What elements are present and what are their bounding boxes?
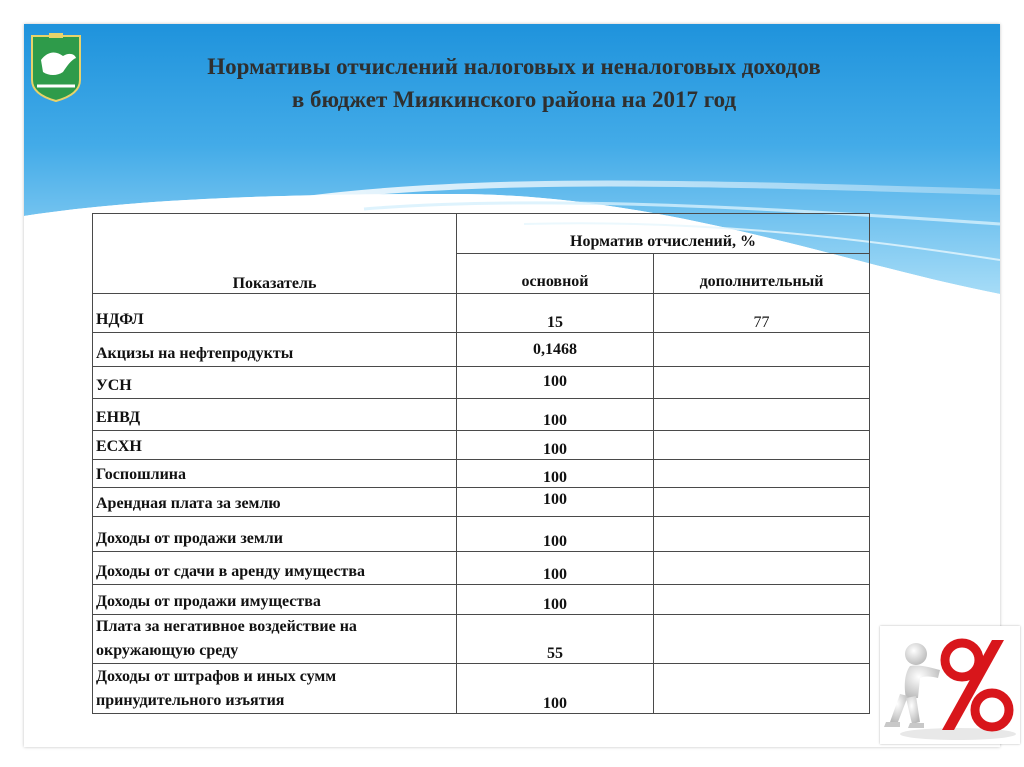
row-name: УСН [93,367,457,399]
coat-of-arms-icon [29,30,83,102]
row-extra [654,615,870,664]
row-extra [654,552,870,585]
row-name: Доходы от продажи земли [93,517,457,552]
table-header-row [93,214,870,254]
row-extra [654,333,870,367]
row-extra [654,460,870,488]
table-row [93,367,870,399]
table-row [93,431,870,460]
table-row [93,517,870,552]
row-name: НДФЛ [93,294,457,333]
row-main: 100 [457,460,654,488]
table-row [93,664,870,714]
row-name: Доходы от продажи имущества [93,585,457,615]
row-main: 100 [457,431,654,460]
table-row [93,399,870,431]
row-name: Арендная плата за землю [93,488,457,517]
row-extra [654,488,870,517]
row-main: 55 [457,615,654,664]
table-row [93,488,870,517]
table-row [93,615,870,664]
row-name: Доходы от сдачи в аренду имущества [93,552,457,585]
row-name: ЕСХН [93,431,457,460]
header-norm-group: Норматив отчислений, % [457,214,870,254]
row-main: 0,1468 [457,333,654,367]
page-title [84,50,944,116]
norms-table [92,213,870,714]
row-main: 15 [457,294,654,333]
title-line-1: Нормативы отчислений налоговых и неналоговых доходов [207,54,821,79]
row-extra [654,664,870,714]
row-extra [654,367,870,399]
row-name: Плата за негативное воздействие на окружающую среду [93,615,457,664]
row-name: Доходы от штрафов и иных сумм принудительного изъятия [93,664,457,714]
table-row [93,552,870,585]
percent-figure-icon [880,626,1020,744]
row-main: 100 [457,488,654,517]
slide [24,24,1000,747]
row-extra [654,431,870,460]
table-row [93,333,870,367]
row-main: 100 [457,664,654,714]
row-extra: 77 [654,294,870,333]
row-main: 100 [457,367,654,399]
table-row [93,585,870,615]
header-main: основной [457,254,654,294]
table-row [93,294,870,333]
row-main: 100 [457,517,654,552]
row-extra [654,585,870,615]
row-name: Акцизы на нефтепродукты [93,333,457,367]
header-extra: дополнительный [654,254,870,294]
row-main: 100 [457,552,654,585]
row-main: 100 [457,585,654,615]
header-indicator: Показатель [93,214,457,294]
table-row [93,460,870,488]
title-line-2: в бюджет Миякинского района на 2017 год [291,87,737,112]
row-extra [654,517,870,552]
row-name: Госпошлина [93,460,457,488]
percent-figure [880,626,1020,744]
row-name: ЕНВД [93,399,457,431]
row-main: 100 [457,399,654,431]
row-extra [654,399,870,431]
